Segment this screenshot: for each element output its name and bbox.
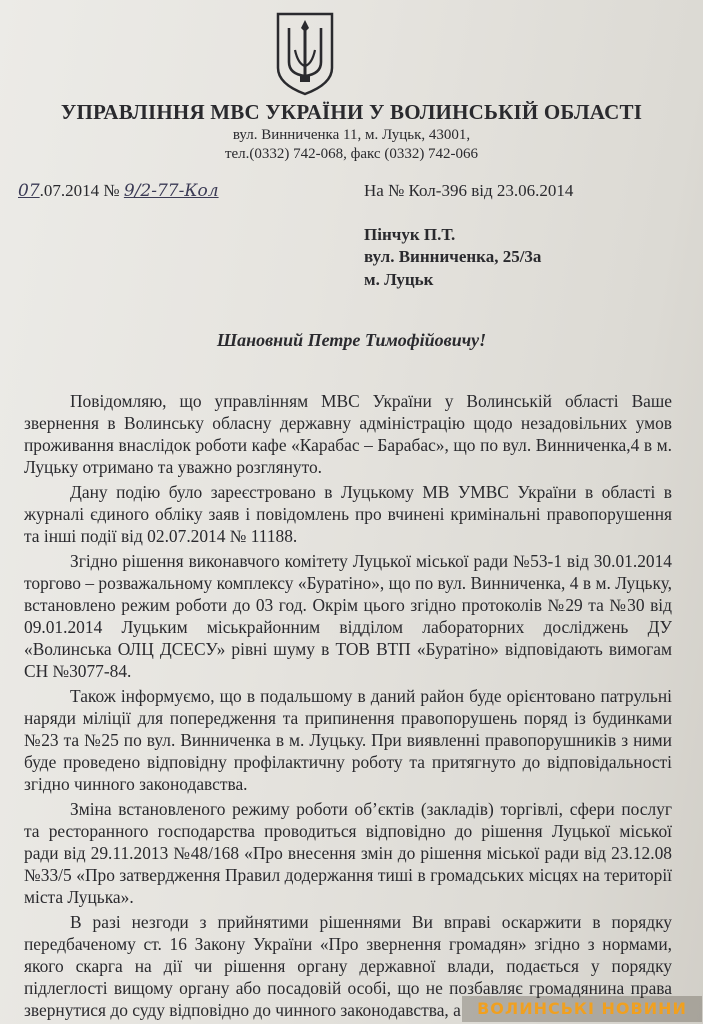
- body-paragraph: Також інформуємо, що в подальшому в даний район буде орієнтовано патрульні наряди міліції для попередження та припинення правопорушень поряд із будинками №23 та №25 по вул. Винниченка в м. Луцьку. При виявленні правопорушників з ними буде проведено відповідну профілактичну роботу та притягнуто до відповідальності згідно чинного законодавства.: [24, 686, 672, 794]
- body-paragraph: Згідно рішення виконавчого комітету Луцької міської ради №53-1 від 30.01.2014 торгово – розважальному комплексу «Буратіно», що по вул. Винниченка, 4 в м. Луцьку, встановлено режим роботи до 03 год. Окрім цього згідно протоколів №29 та №30 від 09.01.2014 Луцьким міськрайонним відділом лабораторних досліджень ДУ «Волинська ОЛЦ ДСЕСУ» рівні шуму в ТОВ ВТП «Буратіно» відповідають вимогам СН №3077-84.: [24, 551, 672, 681]
- news-watermark: ВОЛИНСЬКІ НОВИНИ: [462, 996, 702, 1022]
- addressee-name: Пінчук П.Т.: [364, 225, 456, 244]
- registration-number: 9/2-77-Кол: [123, 181, 219, 201]
- registration-day: 07: [18, 181, 40, 201]
- letter-body: [24, 390, 672, 1024]
- reference-number: На № Кол-396 від 23.06.2014: [364, 181, 574, 200]
- body-paragraph: Повідомляю, що управлінням МВС України у Волинській області Ваше звернення в Волинську обласну державну адміністрацію щодо незадовільних умов проживання внаслідок роботи кафе «Карабас – Барабас», що по вул. Винниченка,4 в м. Луцьку отримано та уважно розглянуто.: [24, 391, 672, 477]
- organization-address: вул. Винниченка 11, м. Луцьк, 43001,: [232, 127, 471, 143]
- body-paragraph: Дану подію було зареєстровано в Луцькому МВ УМВС України в області в журналі єдиного обліку заяв і повідомлень про вчинені кримінальні правопорушення та інші події від 02.07.2014 № 11188.: [24, 482, 672, 546]
- addressee-street: вул. Винниченка, 25/3а: [364, 247, 542, 266]
- body-paragraph: Зміна встановленого режиму роботи об’єктів (закладів) торгівлі, сфери послуг та ресторанного господарства проводиться відповідно до рішення Луцької міської ради від 29.11.2013 №48/168 «Про внесення змін до рішення міської ради від 23.12.08 №33/5 «Про затвердження Правил додержання тиші в громадських місцях на території міста Луцька».: [24, 799, 672, 907]
- registration-month-year: .07.2014 №: [39, 181, 120, 200]
- addressee-city: м. Луцьк: [364, 270, 434, 289]
- organization-title: УПРАВЛІННЯ МВС УКРАЇНИ У ВОЛИНСЬКІЙ ОБЛАСТІ: [60, 100, 643, 124]
- salutation: Шановний Петре Тимофійовичу!: [216, 330, 487, 350]
- organization-contacts: тел.(0332) 742-068, факс (0332) 742-066: [224, 146, 479, 162]
- body-paragraph: В разі незгоди з прийнятими рішеннями Ви вправі оскаржити в порядку передбаченому ст. 16 Закону України «Про звернення громадян» згідно з нормами, якого скарга на дії чи рішення органу державної влади, подається у порядку підлеглості вищому органу або посадовій особі, що не позбавляє громадянина права звернутися до суду відповідно до чинного законодавства, а: [24, 912, 672, 1020]
- registration-line: [18, 181, 219, 201]
- coat-of-arms-trident-icon: [274, 10, 336, 96]
